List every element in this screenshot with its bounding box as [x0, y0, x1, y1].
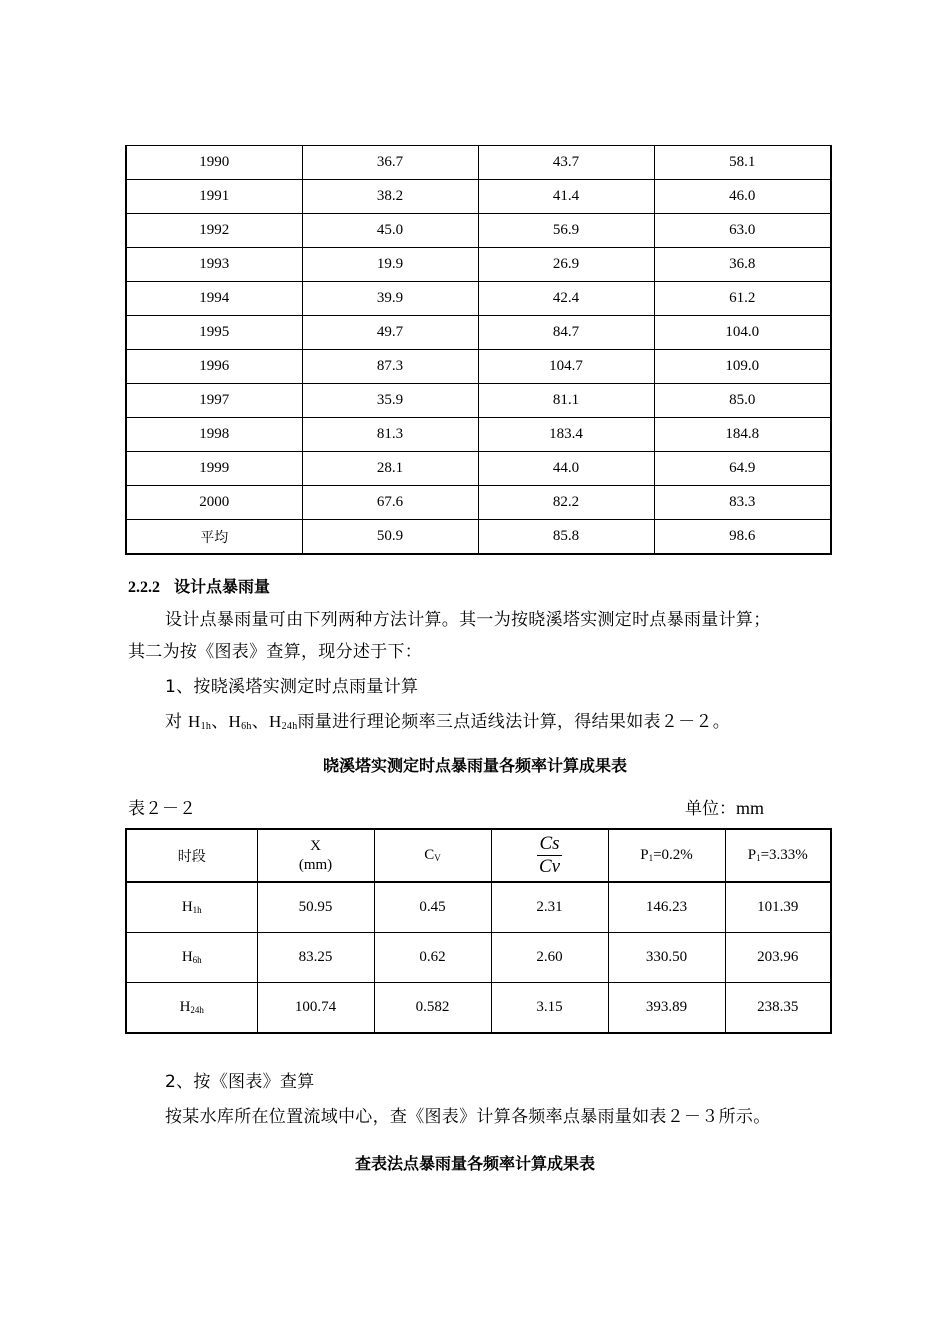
value-cell: 64.9: [654, 452, 831, 486]
header-p-3-33: [725, 829, 831, 882]
header-x: [257, 829, 374, 882]
year-cell: 1993: [126, 248, 302, 282]
value-cell: 85.8: [478, 520, 654, 555]
cv-cell: 0.62: [374, 933, 491, 983]
table-row-average: [126, 520, 831, 555]
header-period: 时段: [126, 829, 257, 882]
value-cell: 41.4: [478, 180, 654, 214]
value-cell: 85.0: [654, 384, 831, 418]
table-row: [126, 384, 831, 418]
table-3-title: 查表法点暴雨量各频率计算成果表: [354, 1154, 595, 1173]
table-row: [126, 180, 831, 214]
value-cell: 87.3: [302, 350, 478, 384]
section-heading: [128, 574, 270, 597]
fraction-numerator: Cs: [539, 833, 560, 854]
year-cell: 1998: [126, 418, 302, 452]
unit-label: [685, 794, 764, 819]
year-cell: 1994: [126, 282, 302, 316]
paragraph-line: 设计点暴雨量可由下列两种方法计算。其一为按晓溪塔实测定时点暴雨量计算；: [165, 610, 771, 630]
value-cell: 104.7: [478, 350, 654, 384]
year-cell: 1999: [126, 452, 302, 486]
value-cell: 50.9: [302, 520, 478, 555]
cs-cv-cell: 2.60: [491, 933, 608, 983]
p-3-33-cell: 203.96: [725, 933, 831, 983]
value-cell: 109.0: [654, 350, 831, 384]
text-fragment: 、: [251, 712, 270, 732]
value-cell: 104.0: [654, 316, 831, 350]
header-cv: [374, 829, 491, 882]
value-cell: 184.8: [654, 418, 831, 452]
text-fragment: 、: [211, 712, 229, 732]
cv-subscript: V: [434, 853, 441, 863]
cs-cv-cell: 3.15: [491, 983, 608, 1034]
header-p-0-2: [608, 829, 725, 882]
header-cs-cv: [491, 829, 608, 882]
value-cell: 38.2: [302, 180, 478, 214]
period-subscript: 6h: [192, 955, 202, 965]
period-cell: [126, 983, 257, 1034]
year-cell: 2000: [126, 486, 302, 520]
x-cell: 100.74: [257, 983, 374, 1034]
p-0-2-cell: 393.89: [608, 983, 725, 1034]
table-row: [126, 214, 831, 248]
value-cell: 36.8: [654, 248, 831, 282]
p-value: =0.2%: [653, 847, 693, 863]
p-symbol: P: [640, 847, 649, 863]
period-symbol: H: [181, 949, 193, 965]
p-value: =3.33%: [760, 847, 808, 863]
year-cell: 1995: [126, 316, 302, 350]
x-cell: 50.95: [257, 882, 374, 933]
year-cell: 1997: [126, 384, 302, 418]
fraction-denominator: Cv: [538, 856, 561, 877]
period-symbol: H: [179, 999, 191, 1015]
value-cell: 39.9: [302, 282, 478, 316]
x-cell: 83.25: [257, 933, 374, 983]
value-cell: 81.1: [478, 384, 654, 418]
value-cell: 26.9: [478, 248, 654, 282]
value-cell: 84.7: [478, 316, 654, 350]
period-subscript: 24h: [190, 1005, 204, 1015]
value-cell: 81.3: [302, 418, 478, 452]
value-cell: 56.9: [478, 214, 654, 248]
p-subscript: 1: [648, 853, 654, 863]
value-cell: 45.0: [302, 214, 478, 248]
value-cell: 46.0: [654, 180, 831, 214]
table-row: [126, 983, 831, 1034]
method-2-heading: 2、按《图表》查算: [165, 1072, 315, 1092]
table-row: [126, 350, 831, 384]
symbol-subscript: 6h: [241, 721, 252, 732]
period-cell: [126, 933, 257, 983]
value-cell: 19.9: [302, 248, 478, 282]
symbol-h: H: [228, 712, 242, 731]
year-cell: 1990: [126, 146, 302, 180]
table-header-row: [126, 829, 831, 882]
table-row: [126, 146, 831, 180]
table-row: [126, 282, 831, 316]
paragraph-line: [165, 706, 730, 743]
value-cell: 36.7: [302, 146, 478, 180]
unit-label-text: 单位：: [685, 799, 736, 819]
value-cell: 43.7: [478, 146, 654, 180]
value-cell: 35.9: [302, 384, 478, 418]
p-0-2-cell: 146.23: [608, 882, 725, 933]
value-cell: 42.4: [478, 282, 654, 316]
header-x-symbol: X: [310, 837, 321, 854]
period-cell: [126, 882, 257, 933]
value-cell: 67.6: [302, 486, 478, 520]
table-2-caption: 表２－２: [128, 799, 196, 819]
average-label-cell: 平均: [126, 520, 302, 555]
frequency-result-table: [125, 828, 832, 1034]
table-row: [126, 486, 831, 520]
header-x-unit: (mm): [298, 856, 333, 873]
p-symbol: P: [747, 847, 757, 863]
value-cell: 58.1: [654, 146, 831, 180]
symbol-subscript: 1h: [200, 721, 212, 732]
value-cell: 82.2: [478, 486, 654, 520]
symbol-subscript: 24h: [281, 721, 298, 732]
cs-cv-cell: 2.31: [491, 882, 608, 933]
table-2-title: 晓溪塔实测定时点暴雨量各频率计算成果表: [322, 756, 627, 775]
year-cell: 1991: [126, 180, 302, 214]
symbol-h: H: [269, 712, 282, 731]
table-row: [126, 248, 831, 282]
p-3-33-cell: 238.35: [725, 983, 831, 1034]
cs-cv-fraction: [537, 833, 561, 878]
p-subscript: 1: [756, 853, 761, 863]
table-row: [126, 882, 831, 933]
value-cell: 183.4: [478, 418, 654, 452]
p-0-2-cell: 330.50: [608, 933, 725, 983]
text-fragment: 雨量进行理论频率三点适线法计算，得结果如表２－２。: [297, 712, 730, 732]
year-cell: 1996: [126, 350, 302, 384]
section-number: 2.2.2: [128, 579, 160, 596]
table-row: [126, 452, 831, 486]
table-row: [126, 418, 831, 452]
value-cell: 49.7: [302, 316, 478, 350]
period-symbol: H: [181, 899, 193, 915]
period-subscript: 1h: [192, 905, 202, 915]
section-title: 设计点暴雨量: [174, 577, 271, 596]
value-cell: 28.1: [302, 452, 478, 486]
symbol-h: H: [188, 712, 201, 731]
p-3-33-cell: 101.39: [725, 882, 831, 933]
method-1-heading: 1、按晓溪塔实测定时点雨量计算: [165, 677, 419, 697]
cv-cell: 0.45: [374, 882, 491, 933]
table-row: [126, 933, 831, 983]
paragraph-line: 其二为按《图表》查算，现分述于下：: [128, 642, 423, 662]
paragraph-line: 按某水库所在位置流域中心，查《图表》计算各频率点暴雨量如表２－３所示。: [165, 1107, 771, 1127]
text-fragment: 对: [165, 712, 189, 732]
value-cell: 98.6: [654, 520, 831, 555]
year-cell: 1992: [126, 214, 302, 248]
value-cell: 61.2: [654, 282, 831, 316]
cv-cell: 0.582: [374, 983, 491, 1034]
annual-rainfall-table: [125, 145, 832, 555]
unit-value: mm: [736, 798, 765, 818]
table-row: [126, 316, 831, 350]
value-cell: 63.0: [654, 214, 831, 248]
value-cell: 44.0: [478, 452, 654, 486]
value-cell: 83.3: [654, 486, 831, 520]
cv-symbol: C: [424, 847, 435, 863]
